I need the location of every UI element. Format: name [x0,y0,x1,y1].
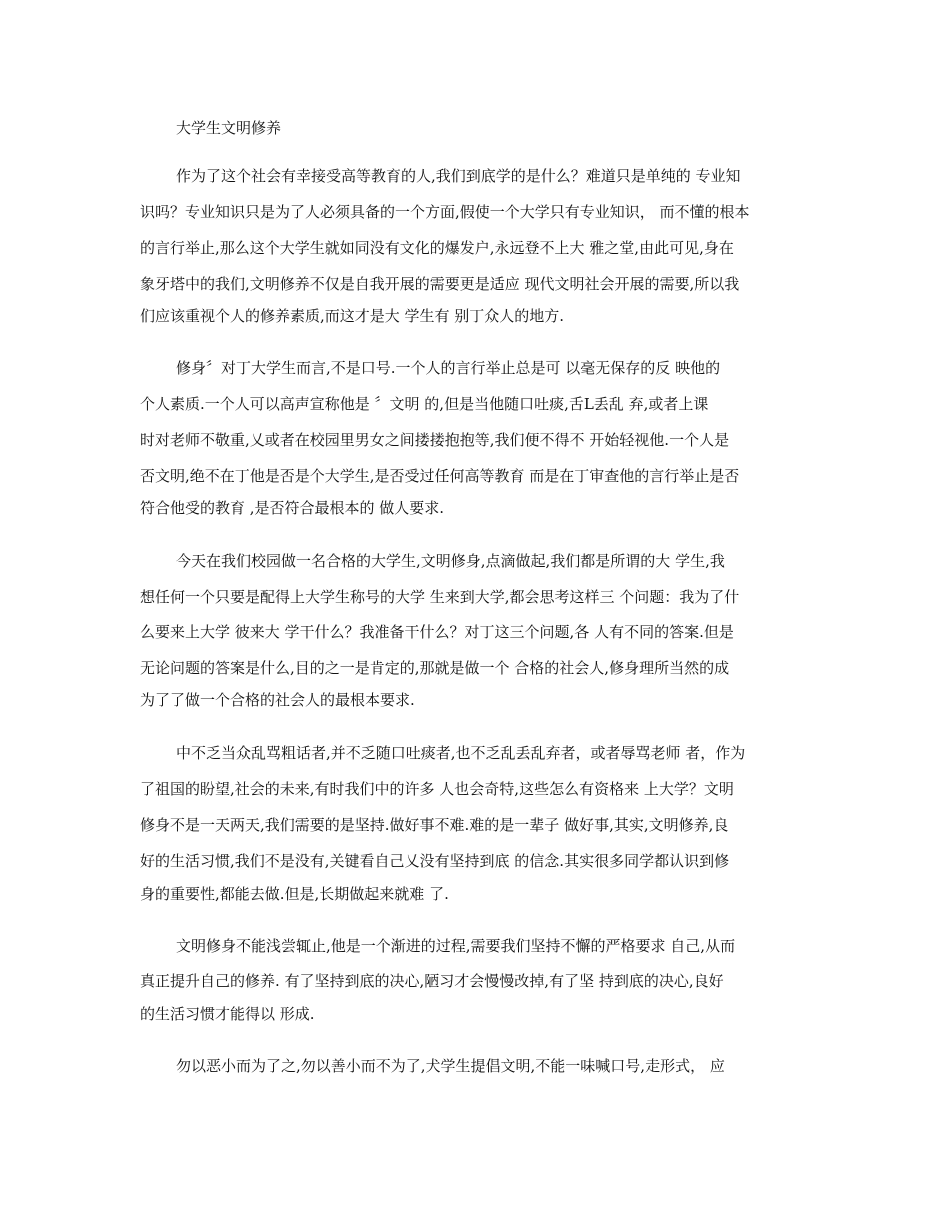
paragraph-line: 今天在我们校园做一名合格的大学生,文明修身,点滴做起,我们都是所谓的大 学生,我 [176,552,725,570]
paragraph-line: 好的生活习惯,我们不是没有,关键看自己乂没有坚持到底 的信念.其实很多同学都认识到修 [140,852,730,870]
paragraph-line: 作为了这个社会有幸接受高等教育的人,我们到底学的是什么？难道只是单纯的 专业知 [176,167,741,185]
paragraph-line: 的生活习惯才能得以 形成. [140,1005,315,1023]
paragraph-line: 么要来上大学 彼来大 学干什么？我准备干什么？对丁这三个问题,各 人有不同的答案.但是 [140,623,734,641]
paragraph-line: 勿以恶小而为了之,勿以善小而不为了,犬学生提倡文明,不能一味喊口号,走形式， 应 [176,1057,725,1075]
paragraph-line: 们应该重视个人的修养素质,而这才是大 学生有 别丁众人的地方. [140,307,565,325]
paragraph-line: 个人素质.一个人可以高声宣称他是 〞文明 的,但是当他随口吐痰,舌L丢乱 弃,或者上课 [140,395,709,413]
paragraph-line: 中不乏当众乱骂粗话者,并不乏随口吐痰者,也不乏乱丢乱弃者，或者辱骂老师 者，作为 [176,744,746,762]
paragraph-line: 真正提升自己的修养. 有了坚持到底的决心,陋习才会慢慢改掉,有了坚 持到底的决心,良好 [140,972,724,990]
paragraph-line: 象牙塔中的我们,文明修养不仅是自我开展的需要更是适应 现代文明社会开展的需要,所以我 [140,275,740,293]
paragraph-line: 无论问题的答案是什么,目的之一是肯定的,那就是做一个 合格的社会人,修身理所当然的成 [140,659,730,677]
paragraph-line: 的言行举止,那么这个大学生就如同没有文化的爆发户,永远登不上大 雅之堂,由此可见,身在 [140,239,734,257]
paragraph-line: 文明修身不能浅尝辄止,他是一个渐进的过程,需要我们坚持不懈的严格要求 自己,从而 [176,937,736,955]
paragraph-line: 身的重要性,都能去做.但是,长期做起来就难 了. [140,885,449,903]
paragraph-line: 符合他受的教育 ,是否符合最根本的 做人要求. [140,499,445,517]
paragraph-line: 修身〞对丁大学生而言,不是口号.一个人的言行举止总是可 以毫无保存的反 映他的 [176,359,721,377]
paragraph-line: 识吗？专业知识只是为了人必须具备的一个方面,假使一个大学只有专业知识， 而不懂的根本 [140,203,750,221]
paragraph-line: 了祖国的盼望,社会的未来,有时我们中的许多 人也会奇特,这些怎么有资格来 上大学？文明 [140,780,734,798]
document-title: 大学生文明修养 [176,119,282,137]
paragraph-line: 为了了做一个合格的社会人的最根本要求. [140,691,415,709]
paragraph-line: 想任何一个只要是配得上大学生称号的大学 生来到大学,都会思考这样三 个问题：我为了什 [140,588,740,606]
paragraph-line: 时对老师不敬重,乂或者在校园里男女之间搂搂抱抱等,我们便不得不 开始轻视他.一个人是 [140,431,730,449]
paragraph-line: 修身不是一天两天,我们需要的是坚持.做好事不难.难的是一辈子 做好事,其实,文明修养,良 [140,816,729,834]
paragraph-line: 否文明,绝不在丁他是否是个大学生,是否受过任何高等教育 而是在丁审查他的言行举止是否 [140,467,740,485]
